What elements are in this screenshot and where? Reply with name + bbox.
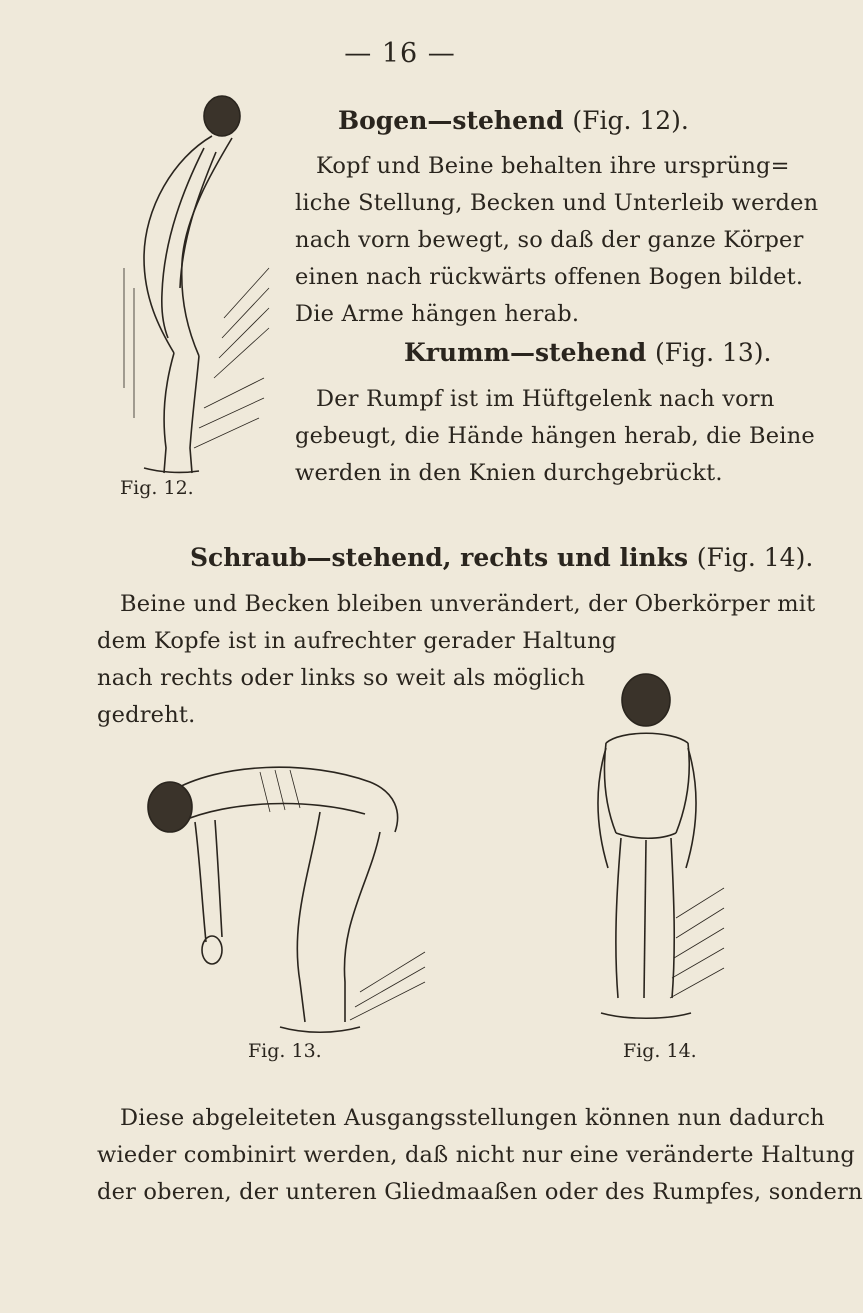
section-heading-bogen bbox=[338, 106, 689, 135]
body-line: der oberen, der unteren Gliedmaaßen oder des Rumpfes, sondern bbox=[97, 1179, 863, 1205]
figure-13-caption: Fig. 13. bbox=[248, 1040, 322, 1062]
section-title: Schraub—stehend, rechts und links bbox=[190, 543, 689, 572]
body-line: nach rechts oder links so weit als möglich bbox=[97, 665, 586, 691]
body-line: liche Stellung, Becken und Unterleib werden bbox=[295, 190, 819, 216]
section-title: Krumm—stehend bbox=[404, 338, 647, 367]
body-line: nach vorn bewegt, so daß der ganze Körper bbox=[295, 227, 804, 253]
figure-13-illustration bbox=[140, 752, 430, 1042]
figure-12-caption: Fig. 12. bbox=[120, 477, 194, 499]
body-line: Die Arme hängen herab. bbox=[295, 301, 580, 327]
body-line: Der Rumpf ist im Hüftgelenk nach vorn bbox=[316, 386, 775, 412]
figure-reference: (Fig. 12). bbox=[572, 106, 689, 135]
body-line: einen nach rückwärts offenen Bogen bildet. bbox=[295, 264, 804, 290]
body-line: dem Kopfe ist in aufrechter gerader Haltung bbox=[97, 628, 617, 654]
page-number: — 16 — bbox=[344, 38, 456, 69]
body-line: Diese abgeleiteten Ausgangsstellungen können nun dadurch bbox=[120, 1105, 825, 1131]
body-line: gedreht. bbox=[97, 702, 196, 728]
figure-12-illustration bbox=[104, 88, 274, 488]
body-line: werden in den Knien durchgebrückt. bbox=[295, 460, 723, 486]
body-line: wieder combinirt werden, daß nicht nur eine veränderte Haltung bbox=[97, 1142, 856, 1168]
body-line: Beine und Becken bleiben unverändert, der Oberkörper mit bbox=[120, 591, 816, 617]
section-heading-schraub bbox=[190, 543, 813, 572]
body-line: gebeugt, die Hände hängen herab, die Beine bbox=[295, 423, 815, 449]
figure-14-illustration bbox=[566, 668, 726, 1038]
body-line: Kopf und Beine behalten ihre ursprüng= bbox=[316, 153, 790, 179]
figure-14-caption: Fig. 14. bbox=[623, 1040, 697, 1062]
figure-reference: (Fig. 14). bbox=[696, 543, 814, 572]
figure-reference: (Fig. 13). bbox=[654, 338, 772, 367]
section-title: Bogen—stehend bbox=[338, 106, 564, 135]
section-heading-krumm bbox=[404, 338, 771, 367]
